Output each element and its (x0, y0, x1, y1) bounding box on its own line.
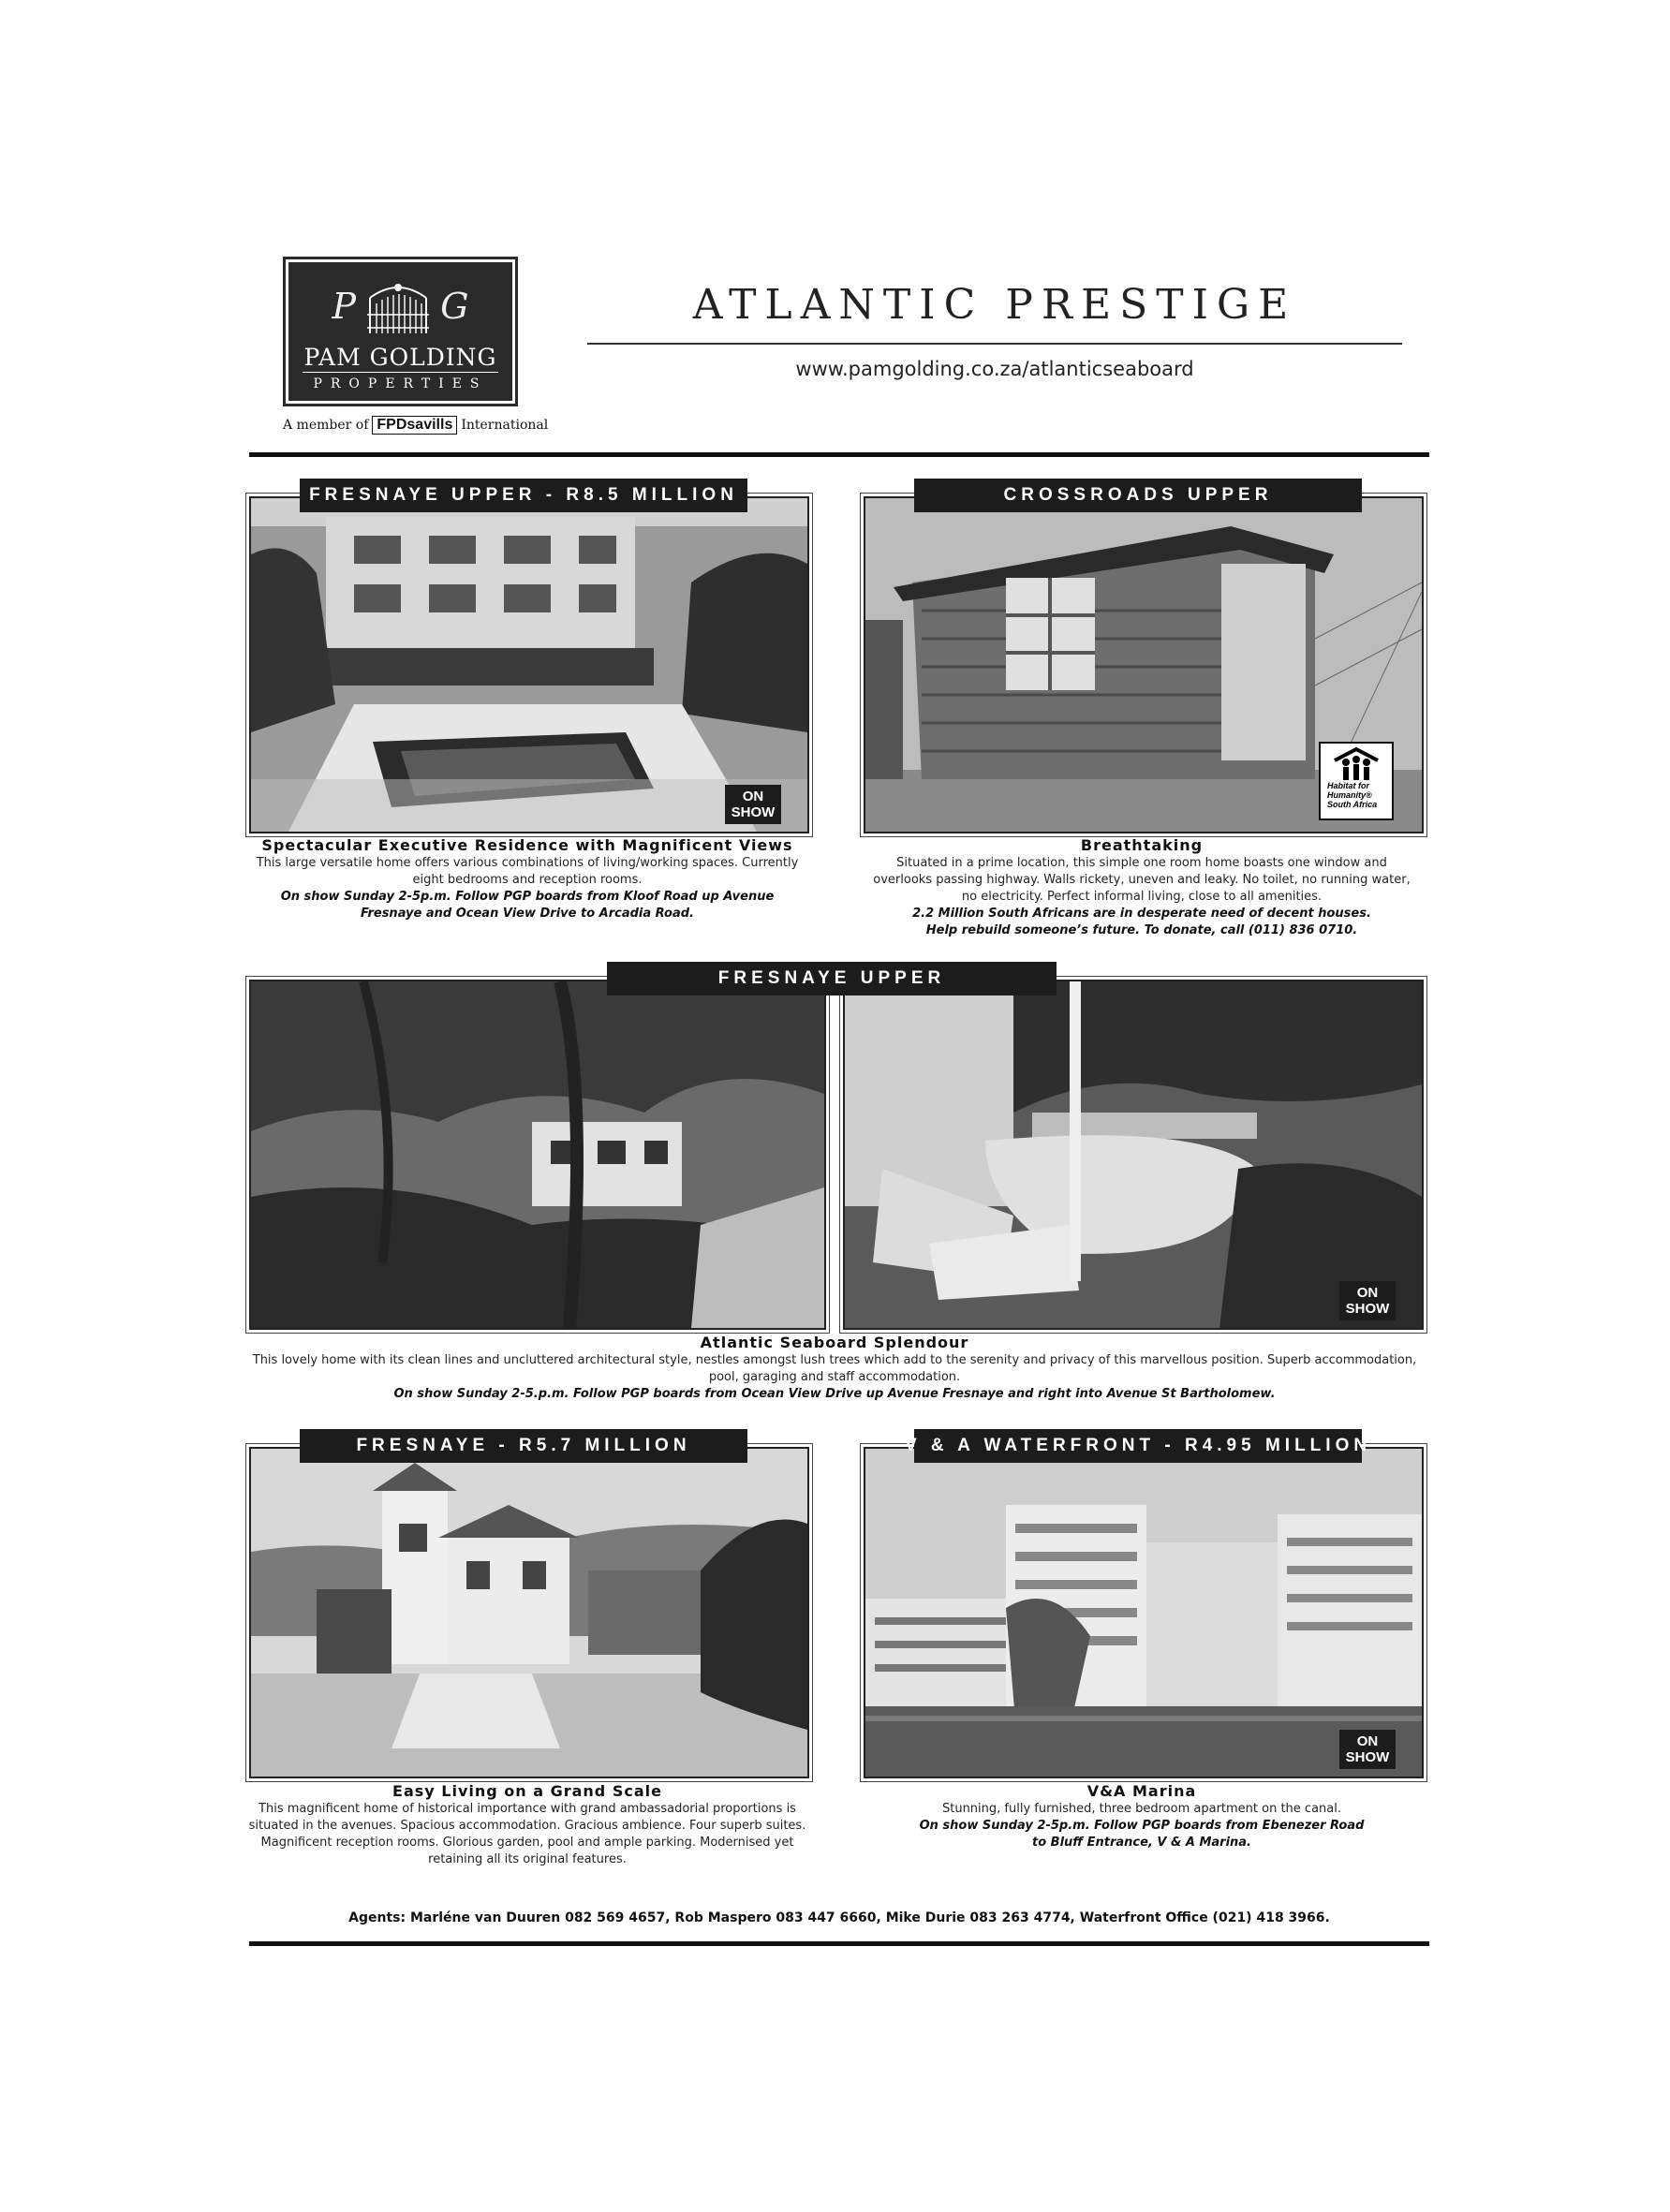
member-line (283, 416, 548, 435)
listing-2-caption (835, 836, 1448, 939)
listing-5-title: V&A Marina (1086, 1782, 1197, 1800)
listing-5-note-line: to Bluff Entrance, V & A Marina. (1032, 1836, 1251, 1850)
on-show-line-1: ON (1356, 1285, 1379, 1301)
listing-4-body-line: This magnificent home of historical importance with grand ambassadorial proportions is (259, 1802, 796, 1816)
listing-5-body-line: Stunning, fully furnished, three bedroom apartment on the canal. (941, 1802, 1341, 1816)
top-divider (249, 452, 1429, 457)
bottom-divider (249, 1941, 1429, 1946)
listing-2-body-line: no electricity. Perfect informal living, close to all amenities. (961, 890, 1323, 904)
listing-3-title: Atlantic Seaboard Splendour (700, 1334, 969, 1351)
listing-1-photo (249, 496, 809, 833)
listing-1-note-line: Fresnaye and Ocean View Drive to Arcadia Road. (361, 907, 694, 921)
listing-1-title: Spectacular Executive Residence with Magnificent Views (261, 836, 793, 854)
gate-icon (365, 279, 431, 333)
listing-4-body-line: Magnificent reception rooms. Glorious garden, pool and ample parking. Modernised yet (260, 1836, 794, 1850)
on-show-line-1: ON (1356, 1733, 1379, 1749)
monogram-right: G (440, 286, 469, 327)
logo-divider (303, 372, 498, 373)
listing-4-title: Easy Living on a Grand Scale (392, 1782, 662, 1800)
listing-3-on-show-badge (1339, 1281, 1396, 1320)
logo-name: PAM GOLDING (303, 344, 497, 371)
listing-3-photo-left (249, 980, 826, 1330)
listing-5-note-line: On show Sunday 2-5p.m. Follow PGP boards from Ebenezer Road (919, 1819, 1365, 1833)
member-suffix: International (461, 418, 549, 433)
on-show-line-2: SHOW (731, 804, 776, 820)
listing-4-body-line: situated in the avenues. Spacious accommodation. Gracious ambience. Four superb suites. (248, 1819, 806, 1833)
on-show-line-2: SHOW (1345, 1749, 1390, 1765)
listing-5-caption (835, 1782, 1448, 1851)
monogram-left: P (332, 286, 357, 327)
listing-2-title: Breathtaking (1080, 836, 1204, 854)
listing-4-caption (221, 1782, 834, 1868)
page-title: ATLANTIC PRESTIGE (692, 281, 1297, 329)
listing-5-banner: V & A WATERFRONT - R4.95 MILLION (914, 1429, 1362, 1463)
habitat-house-icon (1333, 747, 1380, 781)
listing-4-body-line: retaining all its original features. (428, 1852, 627, 1866)
listing-1-on-show-badge (725, 785, 781, 824)
member-prefix: A member of (283, 418, 369, 433)
pam-golding-logo (283, 257, 518, 406)
listing-1-body-line: This large versatile home offers various combinations of living/working spaces. Currently (256, 856, 799, 870)
listing-3-photo-right (843, 980, 1424, 1330)
listing-1-banner: FRESNAYE UPPER - R8.5 MILLION (300, 479, 747, 512)
habitat-for-humanity-logo (1319, 742, 1394, 820)
listing-2-note-line: Help rebuild someone’s future. To donate, call (011) 836 0710. (925, 923, 1358, 937)
logo-subtitle: PROPERTIES (313, 376, 488, 391)
logo-monogram (286, 278, 515, 334)
agents-contact-line: Agents: Marléne van Duuren 082 569 4657, Rob Maspero 083 447 6660, Mike Durie 083 263 4774, Waterfront Office (021) 418 3966. (348, 1910, 1330, 1925)
on-show-line-2: SHOW (1345, 1301, 1390, 1317)
listing-3-body-line: This lovely home with its clean lines and uncluttered architectural style, nestles amongst lush trees which add to the serenity and privacy of this marvellous position. Superb accommodation, (252, 1353, 1417, 1367)
listing-5-photo (864, 1447, 1424, 1778)
listing-5-on-show-badge (1339, 1730, 1396, 1769)
listing-4-photo (249, 1447, 809, 1778)
listing-3-caption (249, 1334, 1420, 1403)
listing-1-body-line: eight bedrooms and reception rooms. (412, 873, 643, 887)
listing-2-banner: CROSSROADS UPPER (914, 479, 1362, 512)
listing-4-banner: FRESNAYE - R5.7 MILLION (300, 1429, 747, 1463)
listing-1-note-line: On show Sunday 2-5p.m. Follow PGP boards from Kloof Road up Avenue (280, 890, 775, 904)
listing-3-note-line: On show Sunday 2-5.p.m. Follow PGP boards from Ocean View Drive up Avenue Fresnaye and right into Avenue St Bartholomew. (393, 1387, 1276, 1401)
listing-3-banner: FRESNAYE UPPER (607, 962, 1057, 995)
listing-2-body-line: overlooks passing highway. Walls rickety, uneven and leaky. No toilet, no running water, (873, 873, 1411, 887)
on-show-line-1: ON (742, 789, 764, 804)
listing-2-note-line: 2.2 Million South Africans are in desperate need of decent houses. (912, 907, 1371, 921)
title-divider (587, 343, 1402, 345)
fpdsavills-logo: FPDsavills (372, 416, 457, 435)
listing-2-body-line: Situated in a prime location, this simple one room home boasts one window and (896, 856, 1387, 870)
habitat-logo-text: Habitat for Humanity® South Africa (1327, 781, 1378, 809)
website-link[interactable]: www.pamgolding.co.za/atlanticseaboard (795, 358, 1194, 380)
listing-1-caption (221, 836, 834, 922)
listing-3-body-line: pool, garaging and staff accommodation. (708, 1370, 961, 1384)
